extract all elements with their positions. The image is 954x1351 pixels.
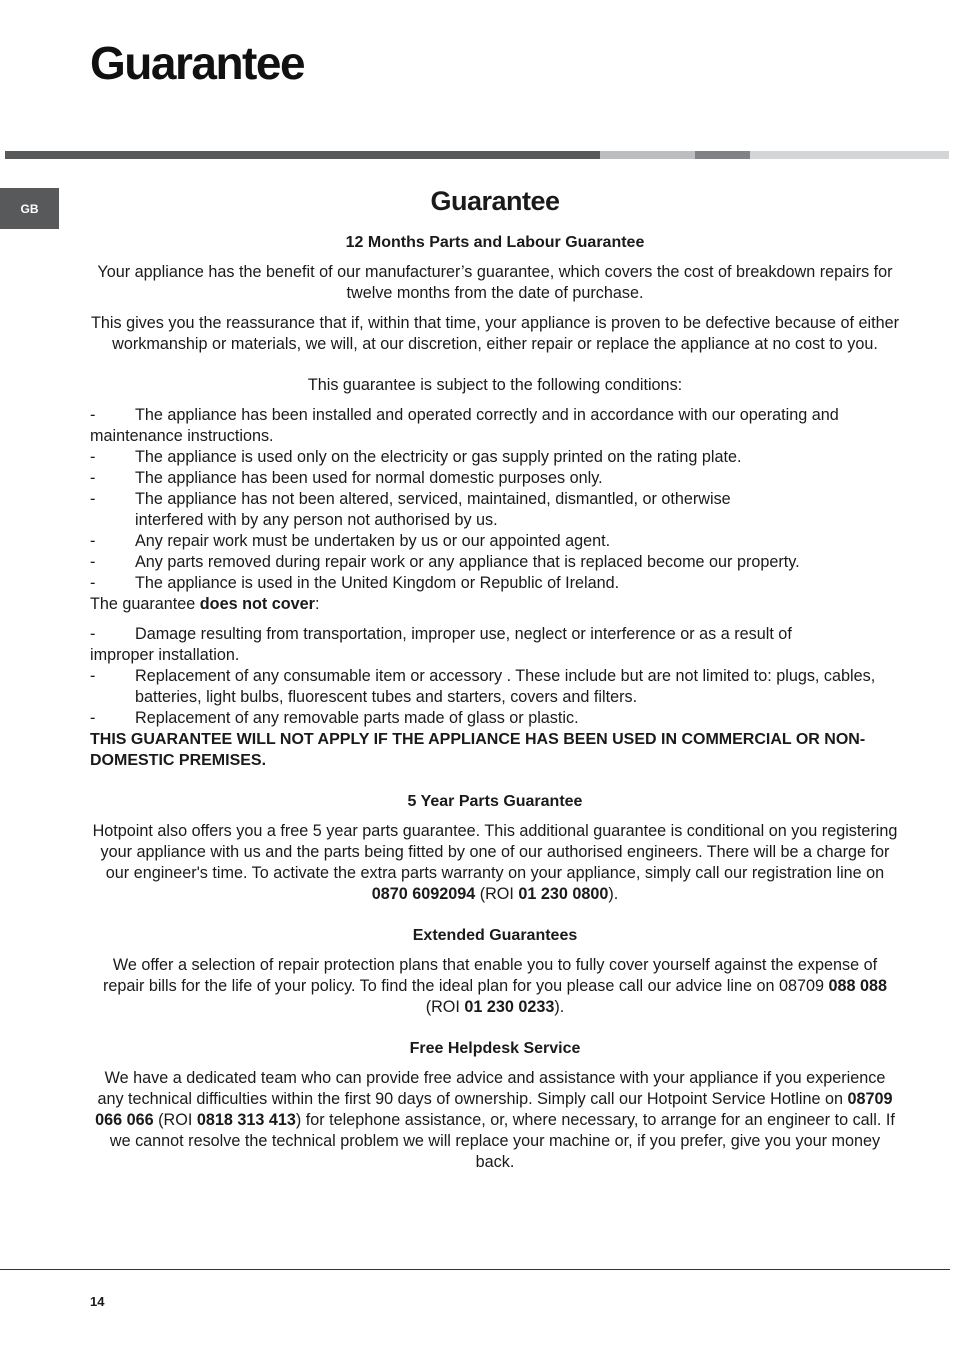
hotline-phone: 08709 066 066 — [95, 1090, 893, 1129]
hotline-phone-roi: 0818 313 413 — [196, 1111, 296, 1129]
advice-phone: 088 088 — [828, 977, 888, 995]
list-item: - The appliance is used in the United Kingdom or Republic of Ireland. — [90, 574, 620, 592]
list-item: - The appliance has not been altered, serviced, maintained, dismantled, or otherwise interfered with by any person not authorised by us. — [90, 490, 731, 529]
labour-para-2: This gives you the reassurance that if, within that time, your appliance is proven to be defective because of either workmanship or materials, we will, at our discretion, either repair or replace the appliance at no cost to you. — [90, 314, 900, 353]
list-item: - Any repair work must be undertaken by us or our appointed agent. — [90, 532, 611, 550]
five-year-heading: 5 Year Parts Guarantee — [407, 793, 583, 810]
footer-divider — [0, 1269, 950, 1270]
header-stripe-light — [600, 151, 695, 159]
header-stripe-dark — [5, 151, 600, 159]
list-item: - Any parts removed during repair work or any appliance that is replaced become our property. — [90, 553, 800, 571]
list-item: - The appliance has been installed and operated correctly and in accordance with our operating and maintenance instructions. — [90, 406, 839, 445]
list-item: - Damage resulting from transportation, improper use, neglect or interference or as a result of improper installation. — [90, 625, 792, 664]
list-item: - The appliance has been used for normal domestic purposes only. — [90, 469, 603, 487]
conditions-intro: This guarantee is subject to the following conditions: — [307, 376, 683, 394]
section-title: Guarantee — [430, 186, 560, 216]
exclusions-list — [90, 624, 900, 729]
page-title: Guarantee — [90, 37, 305, 89]
conditions-list — [90, 405, 900, 594]
header-stripe-pale — [750, 151, 949, 159]
list-item: - The appliance is used only on the electricity or gas supply printed on the rating plate. — [90, 448, 742, 466]
commercial-warning: THIS GUARANTEE WILL NOT APPLY IF THE APPLIANCE HAS BEEN USED IN COMMERCIAL OR NON-DOMESTIC PREMISES. — [90, 731, 866, 769]
extended-text: We offer a selection of repair protection plans that enable you to fully cover yourself against the expense of repair bills for the life of your policy. To find the ideal plan for you please call our advice line on 08709 088 088 (ROI 01 230 0233). — [102, 956, 888, 1016]
advice-phone-roi: 01 230 0233 — [464, 998, 555, 1016]
guarantee-content — [90, 182, 900, 1173]
list-item: - Replacement of any consumable item or accessory . These include but are not limited to: plugs, cables, batteries, light bulbs, fluorescent tubes and starters, covers and filters. — [90, 667, 876, 706]
labour-heading: 12 Months Parts and Labour Guarantee — [345, 234, 645, 251]
list-item: - Replacement of any removable parts made of glass or plastic. — [90, 709, 579, 727]
language-tab: GB — [0, 188, 59, 229]
not-cover-intro: The guarantee does not cover: — [90, 595, 320, 613]
helpdesk-heading: Free Helpdesk Service — [409, 1040, 581, 1057]
page-number: 14 — [90, 1294, 105, 1309]
labour-para-1: Your appliance has the benefit of our manufacturer’s guarantee, which covers the cost of breakdown repairs for twelve months from the date of purchase. — [97, 263, 893, 302]
five-year-text: Hotpoint also offers you a free 5 year parts guarantee. This additional guarantee is conditional on you registering your appliance with us and the parts being fitted by one of our authorised engineers. There will be a charge for our engineer's time. To activate the extra parts warranty on your appliance, simply call our registration line on 0870 6092094 (ROI 01 230 0800). — [92, 822, 898, 903]
helpdesk-text: We have a dedicated team who can provide free advice and assistance with your appliance if you experience any technical difficulties within the first 90 days of ownership. Simply call our Hotpoint Service Hotline on 08709 066 066 (ROI 0818 313 413) for telephone assistance, or, where necessary, to arrange for an engineer to call. If we cannot resolve the technical problem we will replace your machine or, if you prefer, give you your money back. — [95, 1069, 895, 1171]
extended-heading: Extended Guarantees — [412, 927, 578, 944]
registration-phone-roi: 01 230 0800 — [518, 885, 609, 903]
header-stripe-mid — [695, 151, 750, 159]
registration-phone: 0870 6092094 — [371, 885, 476, 903]
